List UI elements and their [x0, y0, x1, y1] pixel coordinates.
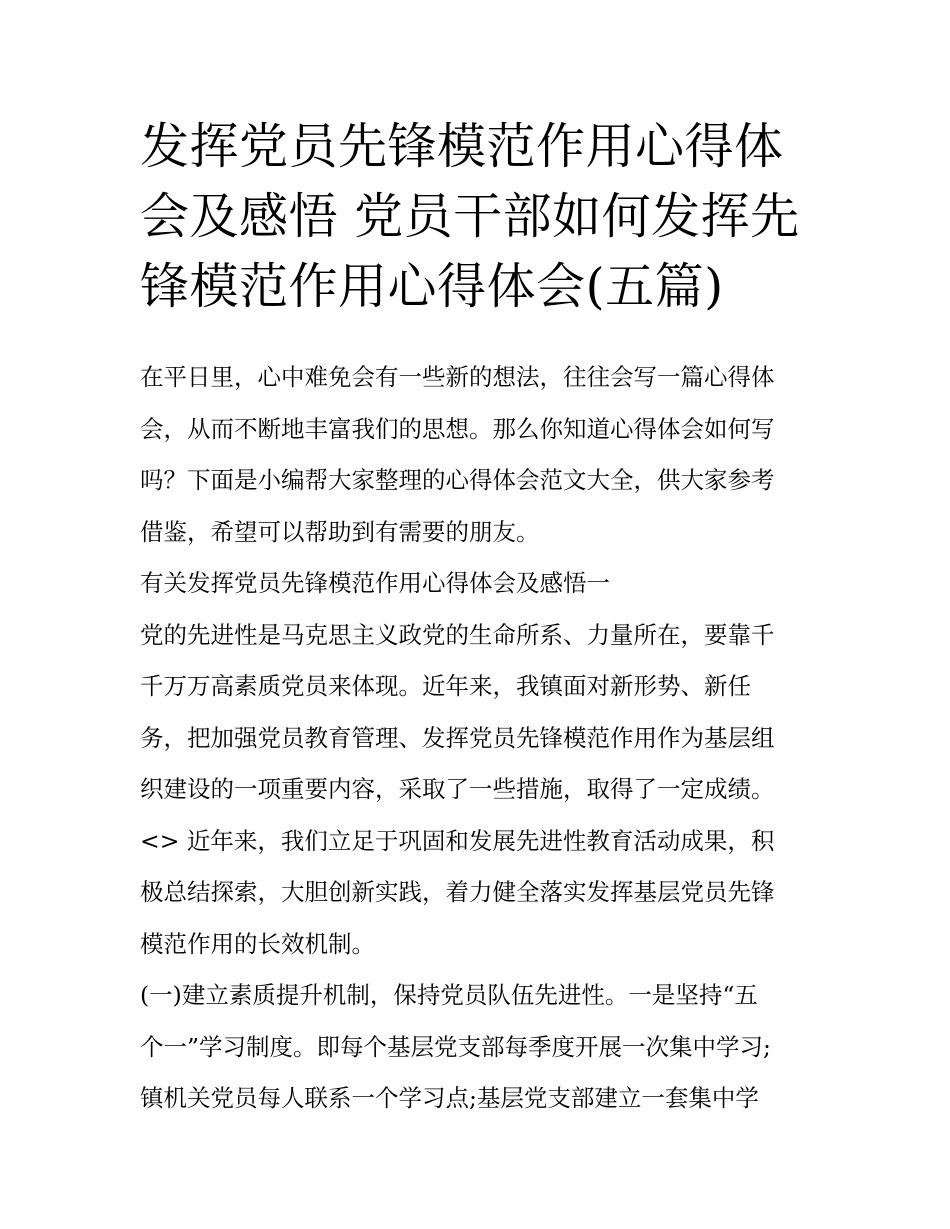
paragraph-line: 模范作用的长效机制。	[140, 929, 375, 958]
document-body	[140, 352, 830, 1125]
intro-line: 会，从而不断地丰富我们的思想。那么你知道心得体会如何写	[140, 414, 775, 443]
title-line: 会及感悟 党员干部如何发挥先	[140, 188, 800, 245]
paragraph-line: (一)建立素质提升机制，保持党员队伍先进性。一是坚持“五	[140, 981, 758, 1009]
paragraph-line: 镇机关党员每人联系一个学习点;基层党支部建立一套集中学	[140, 1084, 759, 1112]
intro-line: 借鉴，希望可以帮助到有需要的朋友。	[140, 517, 540, 546]
document-title	[140, 112, 820, 322]
intro-line: 在平日里，心中难免会有一些新的想法，往往会写一篇心得体	[140, 363, 775, 391]
paragraph-line: 务，把加强党员教育管理、发挥党员先锋模范作用作为基层组	[140, 723, 775, 752]
intro-line: 吗？下面是小编帮大家整理的心得体会范文大全，供大家参考	[140, 466, 775, 494]
title-line: 发挥党员先锋模范作用心得体	[140, 118, 784, 175]
paragraph-line: 个一”学习制度。即每个基层党支部每季度开展一次集中学习;	[140, 1032, 771, 1061]
paragraph-line: 极总结探索，大胆创新实践，着力健全落实发挥基层党员先锋	[140, 878, 775, 906]
paragraph-line: <> 近年来，我们立足于巩固和发展先进性教育活动成果，积	[140, 826, 775, 855]
paragraph-line: 千万万高素质党员来体现。近年来，我镇面对新形势、新任	[140, 672, 751, 700]
paragraph-line: 织建设的一项重要内容，采取了一些措施，取得了一定成绩。	[140, 775, 775, 803]
title-line: 锋模范作用心得体会(五篇)	[140, 258, 724, 315]
section-heading: 有关发挥党员先锋模范作用心得体会及感悟一	[140, 569, 610, 597]
paragraph-line: 党的先进性是马克思主义政党的生命所系、力量所在，要靠千	[140, 620, 775, 649]
